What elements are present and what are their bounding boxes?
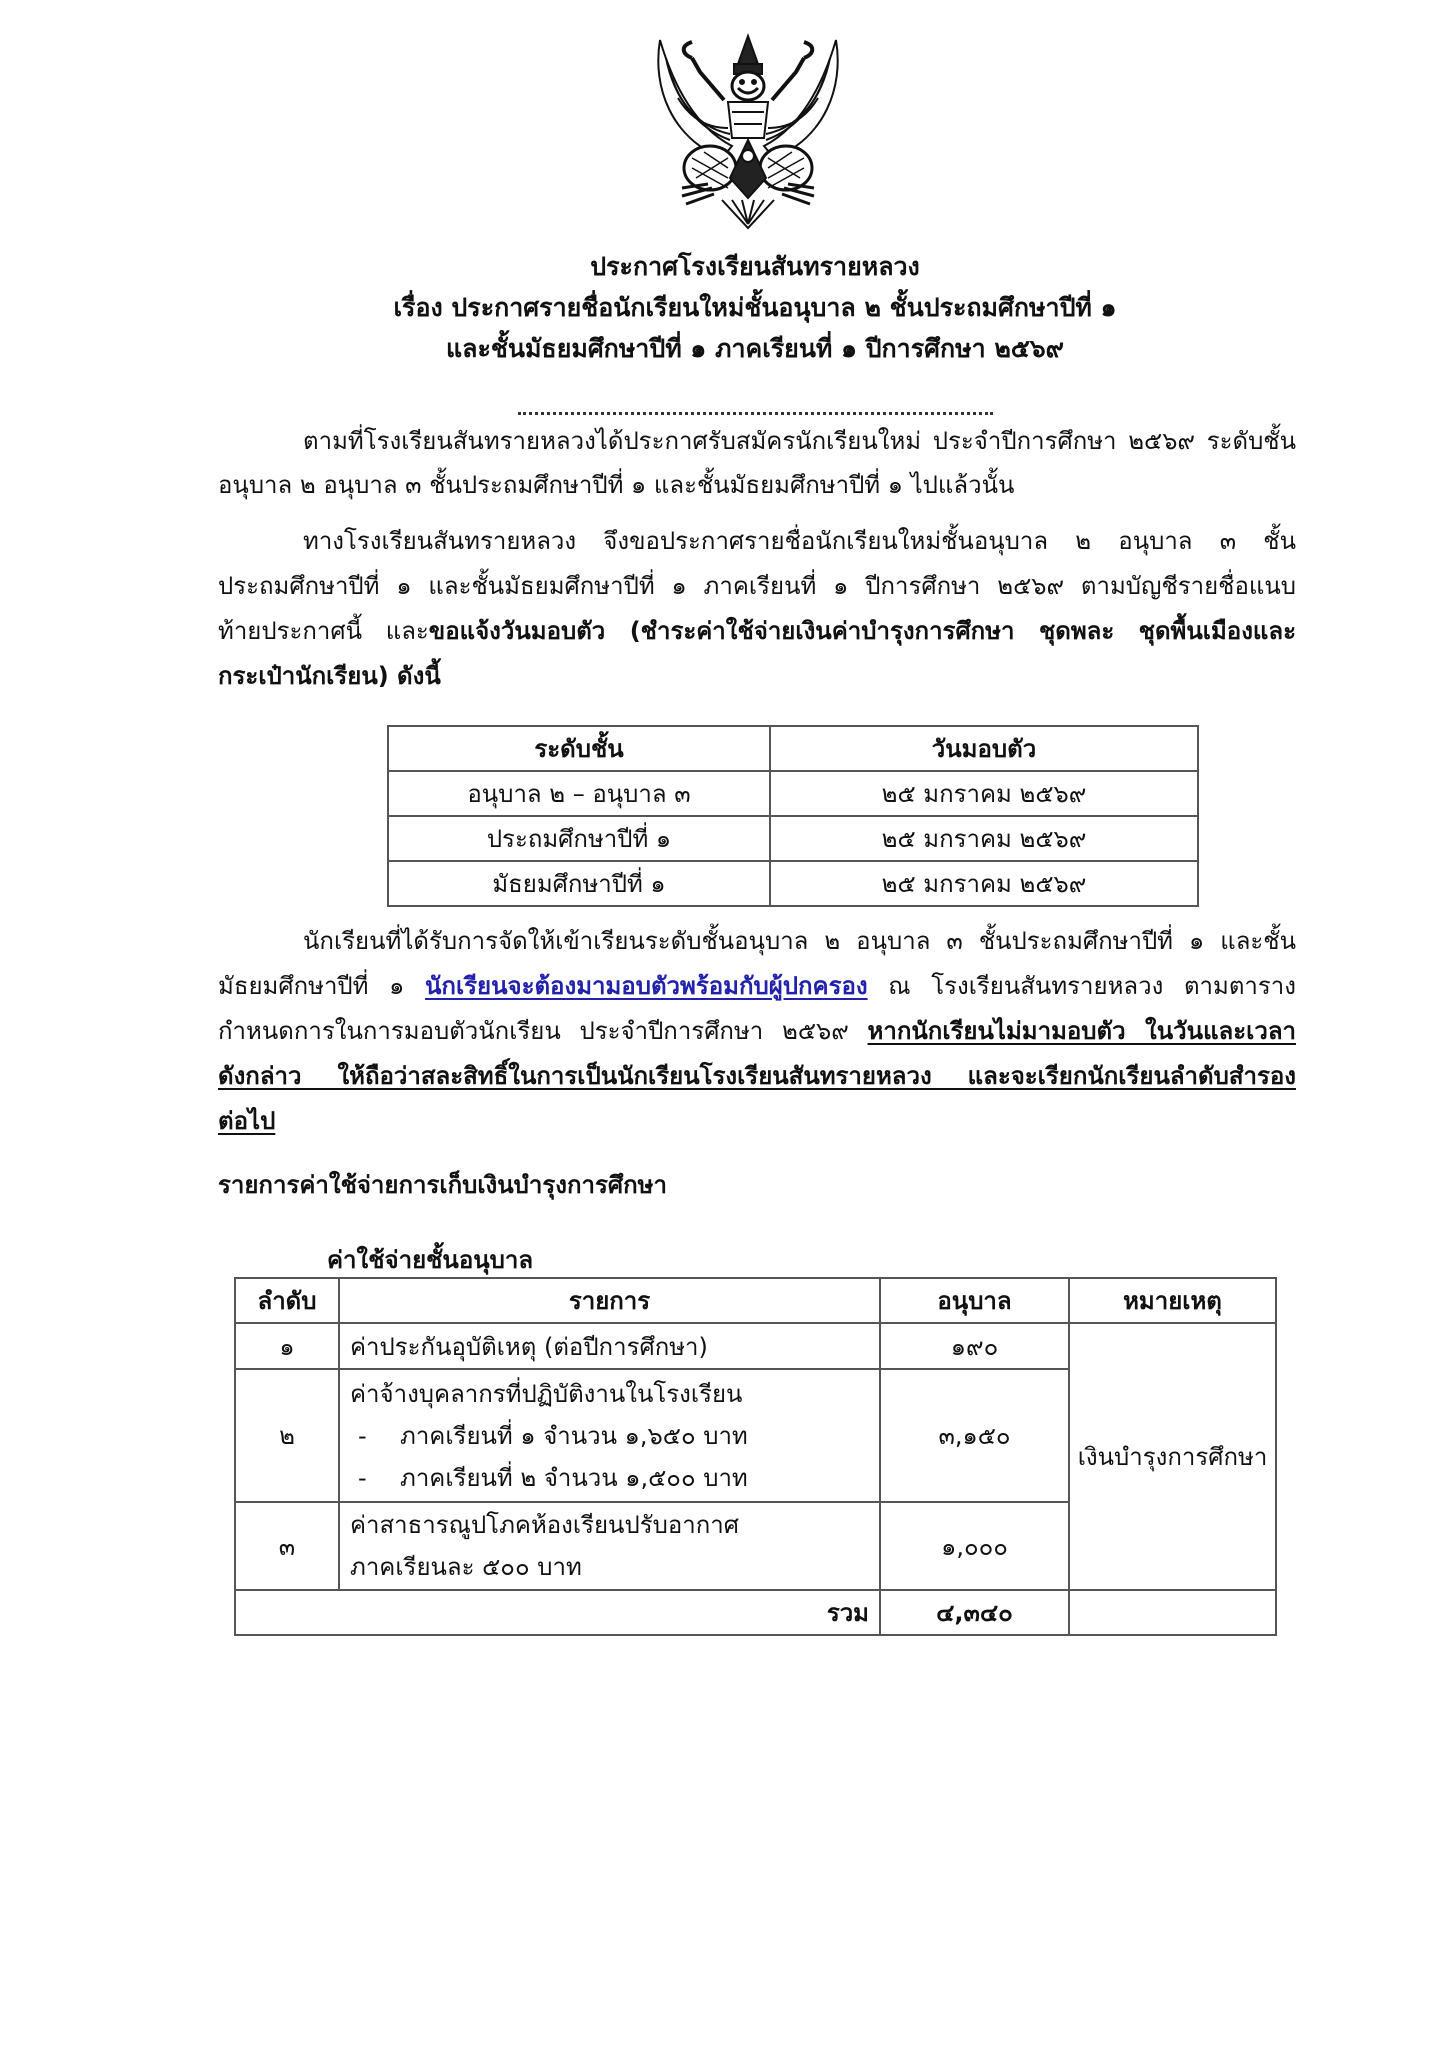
amount-cell: ๑๙๐ [880,1323,1069,1369]
para2-line3-bold: ขอแจ้งวันมอบตัว (ชำระค่าใช้จ่ายเงินค่าบำรุงการศึกษา ชุดพละ ชุดพื้นเมืองและ [428,617,1296,645]
total-note-cell [1069,1590,1276,1635]
date-cell: ๒๕ มกราคม ๒๕๖๙ [770,771,1198,816]
para1-line1: ตามที่โรงเรียนสันทรายหลวงได้ประกาศรับสมัครนักเรียนใหม่ ประจำปีการศึกษา ๒๕๖๙ ระดับชั้น [303,427,1296,455]
total-row [235,1590,1276,1635]
table-row [235,1323,1276,1369]
announcement-title: ประกาศโรงเรียนสันทรายหลวง [590,252,920,281]
para3-line3-start: กำหนดการในการมอบตัวนักเรียน ประจำปีการศึกษา ๒๕๖๙ [218,1017,868,1045]
column-header-level: ระดับชั้น [388,726,770,771]
table-header-row [388,726,1198,771]
para3-line3-warning: หากนักเรียนไม่มามอบตัว ในวันและเวลา [867,1017,1296,1045]
row-number: ๓ [235,1502,339,1590]
item-cell [339,1369,880,1502]
para3-line4: ดังกล่าว ให้ถือว่าสละสิทธิ์ในการเป็นนักเรียนโรงเรียนสันทรายหลวง และจะเรียกนักเรียนลำดับสำรอง [218,1062,1296,1090]
level-cell: มัธยมศึกษาปีที่ ๑ [388,861,770,906]
row-number: ๒ [235,1369,339,1502]
amount-cell: ๓,๑๕๐ [880,1369,1069,1502]
dotted-divider [518,398,993,415]
announcement-subject-cont: และชั้นมัธยมศึกษาปีที่ ๑ ภาคเรียนที่ ๑ ปีการศึกษา ๒๕๖๙ [446,334,1064,363]
para2-line3 [218,614,1296,648]
level-cell: ประถมศึกษาปีที่ ๑ [388,816,770,861]
para3-line2-start: มัธยมศึกษาปีที่ ๑ [218,972,426,1000]
column-header-date: วันมอบตัว [770,726,1198,771]
para2-line3-normal: ท้ายประกาศนี้ และ [218,617,429,645]
item-line-2: ภาคเรียนละ ๕๐๐ บาท [350,1553,582,1581]
enrollment-schedule-table [387,725,1199,907]
item-title: ค่าจ้างบุคลากรที่ปฏิบัติงานในโรงเรียน [350,1379,743,1408]
table-row [388,861,1198,906]
total-label: รวม [235,1590,880,1635]
table-row [388,816,1198,861]
column-header-item: รายการ [339,1278,880,1323]
table-row [388,771,1198,816]
para3-line5: ต่อไป [218,1107,276,1135]
column-header-no: ลำดับ [235,1278,339,1323]
para3-line1: นักเรียนที่ได้รับการจัดให้เข้าเรียนระดับชั้นอนุบาล ๒ อนุบาล ๓ ชั้นประถมศึกษาปีที่ ๑ และชั้น [303,927,1296,955]
column-header-amount: อนุบาล [880,1278,1069,1323]
para2-line1: ทางโรงเรียนสันทรายหลวง จึงขอประกาศรายชื่อนักเรียนใหม่ชั้นอนุบาล ๒ อนุบาล ๓ ชั้น [303,527,1296,555]
para3-line2 [218,969,1296,1003]
item-sub-2 [350,1457,879,1499]
total-value: ๔,๓๔๐ [880,1590,1069,1635]
fees-subheading: ค่าใช้จ่ายชั้นอนุบาล [327,1246,534,1274]
row-number: ๑ [235,1323,339,1369]
item-sub-1 [350,1415,879,1457]
dash-bullet: - [358,1463,367,1492]
fees-heading: รายการค่าใช้จ่ายการเก็บเงินบำรุงการศึกษา [218,1171,667,1199]
table-header-row [235,1278,1276,1323]
guardian-requirement-link[interactable]: นักเรียนจะต้องมามอบตัวพร้อมกับผู้ปกครอง [425,972,868,1000]
item-cell: ค่าประกันอุบัติเหตุ (ต่อปีการศึกษา) [339,1323,880,1369]
date-cell: ๒๕ มกราคม ๒๕๖๙ [770,816,1198,861]
item-cell [339,1502,880,1590]
item-line-1: ค่าสาธารณูปโภคห้องเรียนปรับอากาศ [350,1511,739,1539]
garuda-emblem-icon [652,28,844,230]
item-sub-2-text: ภาคเรียนที่ ๒ จำนวน ๑,๕๐๐ บาท [400,1463,748,1492]
dash-bullet: - [358,1421,367,1450]
amount-cell: ๑,๐๐๐ [880,1502,1069,1590]
kindergarten-fee-table [234,1277,1277,1636]
para3-line2-end: ณ โรงเรียนสันทรายหลวง ตามตาราง [867,972,1296,1000]
column-header-note: หมายเหตุ [1069,1278,1276,1323]
date-cell: ๒๕ มกราคม ๒๕๖๙ [770,861,1198,906]
level-cell: อนุบาล ๒ – อนุบาล ๓ [388,771,770,816]
para3-line3 [218,1014,1296,1048]
para2-line2: ประถมศึกษาปีที่ ๑ และชั้นมัธยมศึกษาปีที่ ๑ ภาคเรียนที่ ๑ ปีการศึกษา ๒๕๖๙ ตามบัญชีรายชื่อแนบ [218,572,1296,600]
item-sub-1-text: ภาคเรียนที่ ๑ จำนวน ๑,๖๕๐ บาท [400,1421,748,1450]
note-cell: เงินบำรุงการศึกษา [1069,1323,1276,1590]
para1-line2: อนุบาล ๒ อนุบาล ๓ ชั้นประถมศึกษาปีที่ ๑ และชั้นมัธยมศึกษาปีที่ ๑ ไปแล้วนั้น [218,471,1015,499]
para2-line4: กระเป๋านักเรียน) ดังนี้ [218,662,441,690]
announcement-subject: เรื่อง ประกาศรายชื่อนักเรียนใหม่ชั้นอนุบาล ๒ ชั้นประถมศึกษาปีที่ ๑ [393,293,1117,322]
